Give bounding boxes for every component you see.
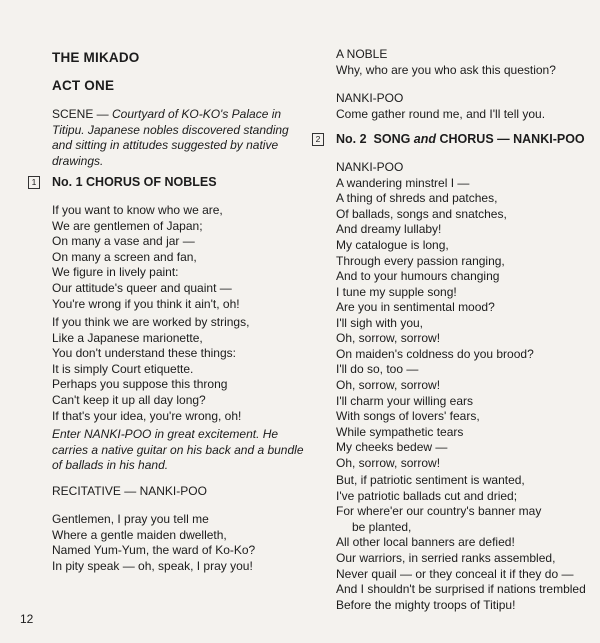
- stage-direction-line: carries a native guitar on his back and a bundle: [52, 442, 304, 457]
- lyric-line: If you think we are worked by strings,: [52, 315, 250, 329]
- scene-line: drawings.: [52, 153, 104, 168]
- lyric-line: With songs of lovers' fears,: [336, 409, 480, 424]
- lyric-line: In pity speak — oh, speak, I pray you!: [52, 558, 253, 573]
- scene-line: Courtyard of KO-KO's Palace in: [112, 107, 282, 121]
- noble-dialogue: [336, 47, 556, 78]
- scene-description: [52, 107, 289, 169]
- song-verse-1: [336, 160, 507, 300]
- lyric-line: All other local banners are defied!: [336, 535, 515, 550]
- lyric-line: Oh, sorrow, sorrow!: [336, 455, 441, 470]
- lyric-line: And to your humours changing: [336, 269, 500, 284]
- page-number: 12: [20, 612, 34, 626]
- chorus-verse-1: [52, 203, 240, 312]
- recitative-lyrics: [52, 512, 255, 574]
- lyric-line: Are you in sentimental mood?: [336, 300, 495, 314]
- speaker-name: A NOBLE: [336, 47, 388, 61]
- lyric-line: You're wrong if you think it ain't, oh!: [52, 296, 240, 311]
- act-heading: ACT ONE: [52, 78, 115, 93]
- lyric-line: Before the mighty troops of Titipu!: [336, 597, 516, 612]
- lyric-line: A thing of shreds and patches,: [336, 191, 498, 206]
- lyric-line: On maiden's coldness do you brood?: [336, 346, 534, 361]
- chorus-verse-2: [52, 315, 249, 424]
- lyric-line: I'll sigh with you,: [336, 315, 423, 330]
- speaker-name: NANKI-POO: [336, 160, 404, 174]
- scene-lead: SCENE —: [52, 107, 113, 121]
- lyric-line: Through every passion ranging,: [336, 253, 505, 268]
- lyric-line: I'll do so, too —: [336, 362, 419, 377]
- number-2-heading: No. 2 SONG and CHORUS — NANKI-POO: [336, 132, 585, 146]
- lyric-line: Named Yum-Yum, the ward of Ko-Ko?: [52, 543, 256, 558]
- track-number-badge: 2: [312, 133, 324, 146]
- lyric-line: Our warriors, in serried ranks assembled,: [336, 550, 556, 565]
- scene-line: and sitting in attitudes suggested by native: [52, 138, 279, 153]
- number-1-heading: No. 1 CHORUS OF NOBLES: [52, 175, 217, 189]
- stage-direction-line: Enter NANKI-POO in great excitement. He: [52, 427, 279, 441]
- song-verse-3: [336, 473, 586, 613]
- lyric-line: Of ballads, songs and snatches,: [336, 206, 507, 221]
- stage-direction: [52, 427, 304, 474]
- lyric-line: And I shouldn't be surprised if nations trembled: [336, 582, 586, 597]
- lyric-line: For where'er our country's banner may: [336, 504, 542, 519]
- libretto-title: THE MIKADO: [52, 50, 140, 65]
- lyric-line: Like a Japanese marionette,: [52, 330, 203, 345]
- lyric-line: Oh, sorrow, sorrow!: [336, 377, 441, 392]
- song-verse-2: [336, 300, 534, 472]
- scene-line: Titipu. Japanese nobles discovered standing: [52, 122, 289, 137]
- recitative-heading: RECITATIVE — NANKI-POO: [52, 484, 207, 498]
- lyric-line: On many a vase and jar —: [52, 234, 195, 249]
- lyric-line: On many a screen and fan,: [52, 249, 197, 264]
- lyric-line: My cheeks bedew —: [336, 440, 448, 455]
- lyric-line: My catalogue is long,: [336, 237, 449, 252]
- lyric-line: You don't understand these things:: [52, 346, 236, 361]
- stage-direction-line: of ballads in his hand.: [52, 458, 169, 473]
- lyric-line: If that's your idea, you're wrong, oh!: [52, 408, 242, 423]
- lyric-line: But, if patriotic sentiment is wanted,: [336, 473, 525, 487]
- dialogue-line: Come gather round me, and I'll tell you.: [336, 106, 546, 121]
- lyric-line: Can't keep it up all day long?: [52, 392, 206, 407]
- speaker-name: NANKI-POO: [336, 91, 404, 105]
- lyric-line: It is simply Court etiquette.: [52, 361, 194, 376]
- lyric-line: be planted,: [352, 519, 412, 534]
- lyric-line: We figure in lively paint:: [52, 265, 179, 280]
- lyric-line: Perhaps you suppose this throng: [52, 377, 228, 392]
- track-number-badge: 1: [28, 176, 40, 189]
- lyric-line: We are gentlemen of Japan;: [52, 218, 203, 233]
- lyric-line: Oh, sorrow, sorrow!: [336, 331, 441, 346]
- lyric-line: And dreamy lullaby!: [336, 222, 442, 237]
- lyric-line: I've patriotic ballads cut and dried;: [336, 488, 518, 503]
- lyric-line: I tune my supple song!: [336, 284, 457, 299]
- lyric-line: Where a gentle maiden dwelleth,: [52, 527, 227, 542]
- lyric-line: I'll charm your willing ears: [336, 393, 473, 408]
- nanki-poo-dialogue: [336, 91, 545, 122]
- lyric-line: A wandering minstrel I —: [336, 175, 470, 190]
- lyric-line: Never quail — or they conceal it if they do —: [336, 566, 574, 581]
- dialogue-line: Why, who are you who ask this question?: [336, 62, 556, 77]
- lyric-line: Our attitude's queer and quaint —: [52, 280, 232, 295]
- lyric-line: Gentlemen, I pray you tell me: [52, 512, 209, 526]
- lyric-line: While sympathetic tears: [336, 424, 464, 439]
- lyric-line: If you want to know who we are,: [52, 203, 223, 217]
